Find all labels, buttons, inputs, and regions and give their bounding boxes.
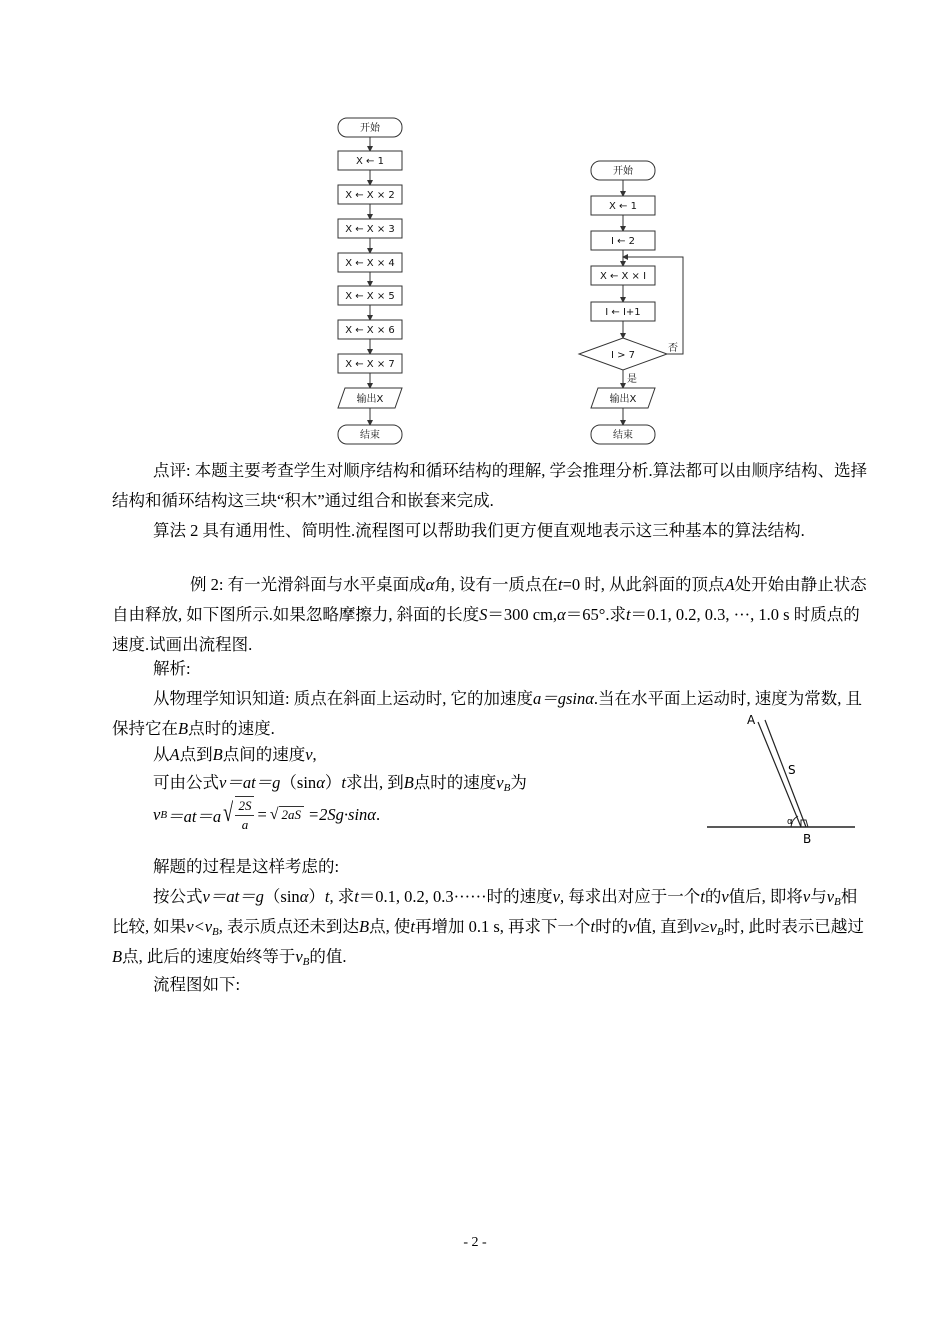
comment-paragraph: 点评: 本题主要考查学生对顺序结构和循环结构的理解, 学会推理分析.算法都可以由顺序结构、选择结构和循环结构这三块“积木”通过组合和嵌套来完成. [112,461,868,510]
decision-label: I > 7 [610,350,636,361]
point-A-label: A [747,713,756,727]
incline-line [765,720,806,827]
end-label: 结束 [613,430,633,441]
start-label: 开始 [613,166,633,177]
page-number: - 2 - [463,1235,487,1250]
end-label: 结束 [360,430,380,441]
process-label: X ← X × 2 [345,190,395,201]
process-label: X ← X × 4 [345,258,395,269]
length-S-label: S [788,763,796,777]
process-label: X ← 1 [609,201,637,212]
output-label: 输出X [609,394,637,405]
process-label: X ← 1 [356,156,384,167]
velocity-formula: v B ＝at＝a √ $\frac{2S}{a}$ = √ 2aS =2Sg·sin α . [153,798,381,832]
analysis-heading: 解析: [153,659,191,678]
process-label: X ← X × 6 [345,325,395,336]
physics-paragraph: 从物理学知识知道: 质点在斜面上运动时, 它的加速度a＝gsinα.当在水平面上运动时, 速度为常数, 且保持它在B点时的速度. [112,689,863,738]
process-intro: 解题的过程是这样考虑的: [153,857,340,876]
start-label: 开始 [360,123,380,134]
process-paragraph: 按公式v＝at＝g（sinα）t, 求t＝0.1, 0.2, 0.3······时的速度v, 每求出对应于一个t的v值后, 即将v与$v_B$相比较, 如果$v<v_B$, 表示质点还未到达B点, 使t再增加 0.1 s, 再求下一个t时的v值, 直到$v\ge v_B$时, 此时表示已越过B点, 此后的速度始终等于$v_B$的值. [112,887,864,968]
algorithm-paragraph: 算法 2 具有通用性、简明性.流程图可以帮助我们更方便直观地表示这三种基本的算法结构. [153,521,805,540]
velocity-line: 从A点到B点间的速度v, [153,745,317,764]
flowchart-left [338,118,402,444]
process-label: X ← X × 5 [345,291,395,302]
flowcharts [0,0,950,460]
formula-line: 可由公式v＝at＝g（sinα）t求出, 到B点时的速度$v_B$为 [153,773,527,794]
process-label: X ← X × 7 [345,359,395,370]
point-B-label: B [803,832,812,846]
no-label: 否 [668,343,678,354]
process-label: X ← X × I [599,271,647,282]
flowchart-intro: 流程图如下: [153,975,241,994]
output-label: 输出X [356,394,384,405]
process-label: I ← 2 [610,236,636,247]
process-label: X ← X × 3 [345,224,395,235]
yes-label: 是 [627,374,637,385]
flowchart-right [579,161,683,444]
left-steps [338,137,402,373]
process-label: I ← I+1 [605,307,641,318]
angle-alpha-label: α [787,817,793,827]
incline-diagram [705,712,860,850]
example-paragraph: 例 2: 有一光滑斜面与水平桌面成α角, 设有一质点在t=0 时, 从此斜面的顶点A处开始由静止状态自由释放, 如下图所示.如果忽略摩擦力, 斜面的长度S＝300 cm,α＝65°.求t＝0.1, 0.2, 0.3, ···, 1.0 s 时质点的速度.试画出流程图. [112,575,867,654]
